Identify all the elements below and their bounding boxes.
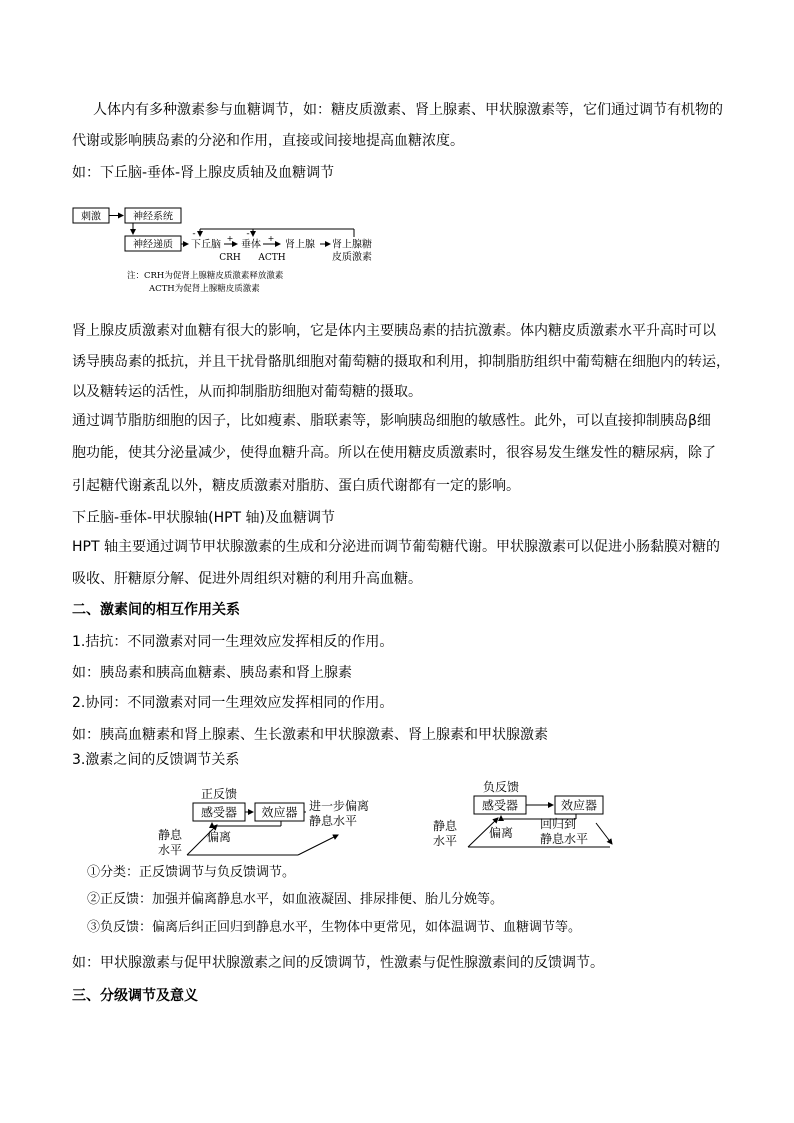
acth-label: ACTH: [258, 253, 286, 263]
feedback-example: 如：甲状腺激素与促甲状腺激素之间的反馈调节，性激素与促性腺激素间的反馈调节。: [72, 955, 604, 971]
return-label-line2: 静息水平: [540, 832, 589, 846]
diagram-note-2: ACTH为促肾上腺糖皮质激素: [149, 284, 260, 294]
factors-para-line-1: 通过调节脂肪细胞的因子，比如瘦素、脂联素等，影响胰岛细胞的敏感性。此外，可以直接抑制胰岛β细: [72, 413, 711, 429]
cortisol-label-line2: 皮质激素: [332, 252, 372, 263]
hpa-axis-title: 如：下丘脑-垂体-肾上腺皮质轴及血糖调节: [72, 165, 335, 181]
pituitary-label: 垂体: [241, 239, 261, 251]
hpt-axis-title: 下丘脑-垂体-甲状腺轴(HPT 轴)及血糖调节: [72, 510, 335, 526]
rest-level-line2-neg: 水平: [433, 834, 458, 848]
plus-sign-1: +: [226, 234, 234, 243]
cortisol-label-line1: 肾上腺糖: [332, 239, 372, 251]
negative-feedback-label: 负反馈: [482, 780, 520, 794]
antagonism-definition: 1.拮抗：不同激素对同一生理效应发挥相反的作用。: [72, 634, 394, 650]
section-2-title: 二、激素间的相互作用关系: [72, 602, 240, 618]
positive-outcome-line1: 进一步偏离: [309, 799, 370, 813]
section-3-title: 三、分级调节及意义: [72, 988, 198, 1004]
positive-feedback-diagram: [150, 782, 380, 858]
hpa-axis-diagram: [70, 200, 390, 300]
negative-feedback-diagram: [430, 778, 630, 854]
effector-box-neg: 效应器: [560, 798, 598, 813]
nervous-system-label: 神经系统: [133, 211, 173, 223]
feedback-title: 3.激素之间的反馈调节关系: [72, 752, 240, 768]
effector-box-pos: 效应器: [261, 805, 298, 820]
receptor-box-neg: 感受器: [481, 798, 519, 813]
feedback-item-3: ③负反馈：偏离后纠正回归到静息水平，生物体中更常见，如体温调节、血糖调节等。: [87, 920, 582, 935]
crh-label: CRH: [219, 253, 241, 263]
diagram-note-1: 注：CRH为促肾上腺糖皮质激素释放激素: [127, 271, 284, 281]
stimulus-label: 刺激: [81, 211, 101, 223]
factors-para-line-2: 胞功能，使其分泌量减少，使得血糖升高。所以在使用糖皮质激素时，很容易发生继发性的糖尿病，除了: [72, 445, 716, 461]
intro-line-2: 代谢或影响胰岛素的分泌和作用，直接或间接地提高血糖浓度。: [72, 133, 464, 149]
rest-level-line1-neg: 静息: [433, 819, 458, 833]
factors-para-line-3: 引起糖代谢紊乱以外，糖皮质激素对脂肪、蛋白质代谢都有一定的影响。: [72, 478, 520, 494]
cortisol-para-line-3: 以及糖转运的活性，从而抑制脂肪细胞对葡萄糖的摄取。: [72, 384, 422, 400]
feedback-item-2: ②正反馈：加强并偏离静息水平，如血液凝固、排尿排便、胎儿分娩等。: [87, 892, 504, 907]
hpt-para-line-1: HPT 轴主要通过调节甲状腺激素的生成和分泌进而调节葡萄糖代谢。甲状腺激素可以促进小肠黏膜对糖的: [72, 539, 720, 555]
deviation-label-neg: 偏离: [489, 826, 514, 840]
adrenal-gland-label: 肾上腺: [285, 239, 315, 251]
minus-sign-2: -: [246, 229, 250, 239]
feedback-item-1: ①分类：正反馈调节与负反馈调节。: [87, 865, 296, 880]
synergy-definition: 2.协同：不同激素对同一生理效应发挥相同的作用。: [72, 695, 394, 711]
rest-level-line1-pos: 静息: [158, 828, 183, 842]
rest-level-line2-pos: 水平: [158, 843, 183, 857]
positive-outcome-line2: 静息水平: [309, 814, 358, 828]
plus-sign-2: +: [267, 234, 275, 243]
return-label-line1: 回归到: [540, 817, 577, 831]
antagonism-example: 如：胰岛素和胰高血糖素、胰岛素和肾上腺素: [72, 665, 352, 681]
synergy-example: 如：胰高血糖素和肾上腺素、生长激素和甲状腺激素、肾上腺素和甲状腺激素: [72, 727, 548, 743]
hpt-para-line-2: 吸收、肝糖原分解、促进外周组织对糖的利用升高血糖。: [72, 571, 422, 587]
deviation-label-pos: 偏离: [207, 830, 232, 844]
positive-feedback-label: 正反馈: [200, 787, 238, 801]
receptor-box-pos: 感受器: [200, 805, 238, 820]
neurotransmitter-label: 神经递质: [133, 239, 173, 251]
minus-sign-1: -: [192, 229, 196, 239]
cortisol-para-line-2: 诱导胰岛素的抵抗，并且干扰骨骼肌细胞对葡萄糖的摄取和利用，抑制脂肪组织中葡萄糖在细胞内的转运，: [72, 354, 730, 370]
intro-line-1: 人体内有多种激素参与血糖调节，如：糖皮质激素、肾上腺素、甲状腺激素等，它们通过调节有机物的: [93, 102, 723, 118]
hypothalamus-label: 下丘脑: [191, 239, 221, 251]
cortisol-para-line-1: 肾上腺皮质激素对血糖有很大的影响，它是体内主要胰岛素的拮抗激素。体内糖皮质激素水平升高时可以: [72, 323, 716, 339]
